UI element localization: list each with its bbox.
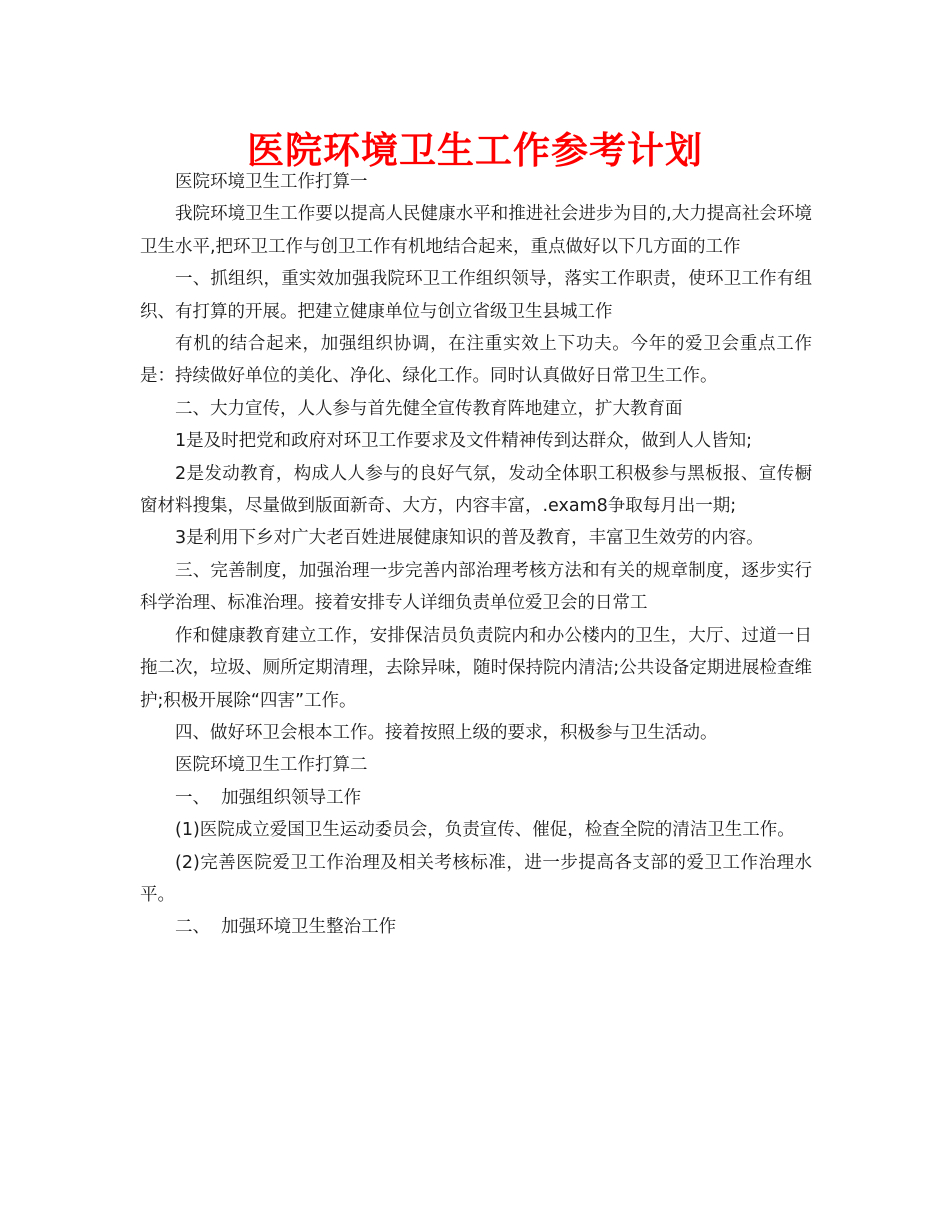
paragraph: 有机的结合起来，加强组织协调，在注重实效上下功夫。今年的爱卫会重点工作是：持续做好单位的美化、净化、绿化工作。同时认真做好日常卫生工作。	[140, 334, 812, 387]
paragraph: 四、做好环卫会根本工作。接着按照上级的要求，积极参与卫生活动。	[175, 722, 718, 743]
document-title: 医院环境卫生工作参考计划	[247, 128, 703, 172]
subheading: 一、 加强组织领导工作	[175, 787, 362, 808]
list-item: (2)完善医院爱卫工作治理及相关考核标准，进一步提高各支部的爱卫工作治理水平。	[140, 852, 812, 905]
list-item: 2是发动教育，构成人人参与的良好气氛，发动全体职工积极参与黑板报、宣传橱窗材料搜集，尽量做到版面新奇、大方，内容丰富，.exam8争取每月出一期;	[140, 463, 812, 517]
list-item: 1是及时把党和政府对环卫工作要求及文件精神传到达群众，做到人人皆知;	[175, 431, 753, 452]
list-item: 3是利用下乡对广大老百姓进展健康知识的普及教育，丰富卫生效劳的内容。	[175, 528, 764, 549]
subheading: 二、 加强环境卫生整治工作	[175, 917, 397, 938]
list-item: (1)医院成立爱国卫生运动委员会，负责宣传、催促，检查全院的清洁卫生工作。	[175, 820, 795, 841]
paragraph: 三、完善制度，加强治理一步完善内部治理考核方法和有关的规章制度，逐步实行科学治理、标准治理。接着安排专人详细负责单位爱卫会的日常工	[140, 560, 812, 614]
paragraph: 一、抓组织，重实效加强我院环卫工作组织领导，落实工作职责，使环卫工作有组织、有打算的开展。把建立健康单位与创立省级卫生县城工作	[140, 269, 812, 322]
paragraph: 我院环境卫生工作要以提高人民健康水平和推进社会进步为目的,大力提高社会环境卫生水平,把环卫工作与创卫工作有机地结合起来，重点做好以下几方面的工作	[140, 204, 812, 257]
document-body	[140, 166, 812, 944]
paragraph: 作和健康教育建立工作，安排保洁员负责院内和办公楼内的卫生，大厅、过道一日拖二次，垃圾、厕所定期清理，去除异味，随时保持院内清洁;公共设备定期进展检查维护;积极开展除“四害”工作。	[140, 625, 812, 711]
section-heading-plan-two: 医院环境卫生工作打算二	[175, 755, 368, 776]
section-heading-plan-one: 医院环境卫生工作打算一	[175, 172, 368, 192]
paragraph: 二、大力宣传，人人参与首先健全宣传教育阵地建立，扩大教育面	[175, 398, 683, 419]
